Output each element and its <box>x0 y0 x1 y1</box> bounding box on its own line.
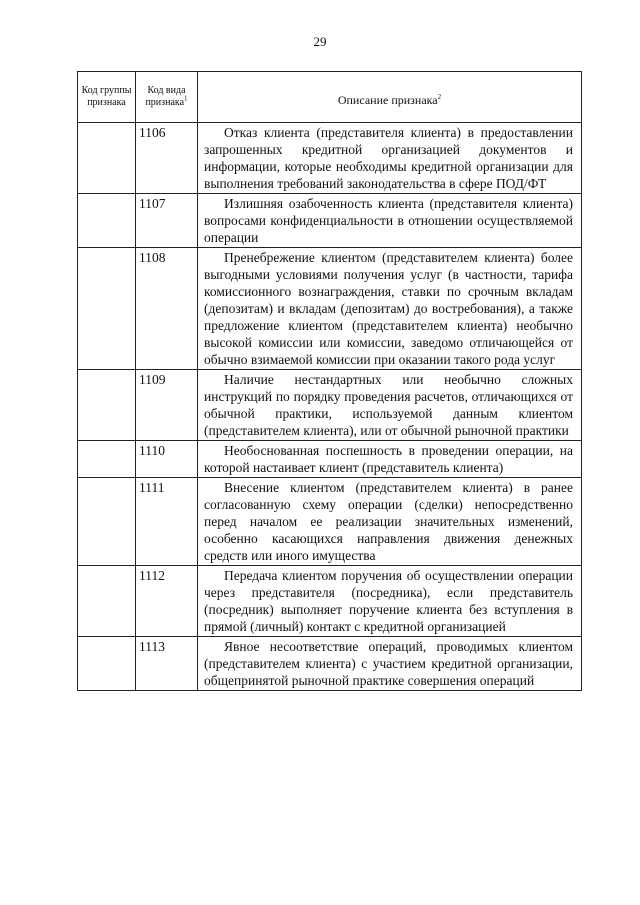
group-code-cell <box>78 370 136 441</box>
page-number: 29 <box>313 34 327 49</box>
indicators-table <box>77 71 582 691</box>
table-row <box>78 370 582 441</box>
table-row <box>78 248 582 370</box>
group-code-cell <box>78 248 136 370</box>
header-description: Описание признака$^2$ <box>198 72 582 123</box>
table-row <box>78 123 582 194</box>
type-code-cell: 1110 <box>136 441 198 478</box>
table-row <box>78 566 582 637</box>
description-cell: Наличие нестандартных или необычно сложных инструкций по порядку проведения расчетов, отличающихся от обычной практики, используемой данным клиентом (представителем клиента), или от обычной рыночной практики <box>198 370 582 441</box>
description-cell: Передача клиентом поручения об осуществлении операции через представителя (посредника), если представитель (посредник) выполняет поручение клиента без вступления в прямой (личный) контакт с кредитной организацией <box>198 566 582 637</box>
description-cell: Пренебрежение клиентом (представителем клиента) более выгодными условиями получения услуг (в частности, тарифа комиссионного вознаграждения, ставки по срочным вкладам (депозитам) и вкладам (депозитам) до востребования), а также предложение клиентом (представителем клиента) необычно высокой комиссии или комиссии, заведомо отличающейся от обычно взимаемой комиссии при оказании такого рода услуг <box>198 248 582 370</box>
header-group-code: Код группы признака <box>78 72 136 123</box>
group-code-cell <box>78 123 136 194</box>
type-code-cell: 1111 <box>136 478 198 566</box>
type-code-cell: 1107 <box>136 194 198 248</box>
type-code-cell: 1108 <box>136 248 198 370</box>
table-row <box>78 478 582 566</box>
description-cell: Излишняя озабоченность клиента (представителя клиента) вопросами конфиденциальности в отношении осуществляемой операции <box>198 194 582 248</box>
description-cell: Отказ клиента (представителя клиента) в предоставлении запрошенных кредитной организацией документов и информации, которые необходимы кредитной организации для выполнения требований законодательства в сфере ПОД/ФТ <box>198 123 582 194</box>
footnote-2: 2 <box>437 93 442 101</box>
description-cell: Внесение клиентом (представителем клиента) в ранее согласованную схему операции (сделки) непосредственно перед началом ее реализации значительных изменений, особенно касающихся направления движения денежных средств или иного имущества <box>198 478 582 566</box>
table-row <box>78 441 582 478</box>
type-code-cell: 1109 <box>136 370 198 441</box>
group-code-cell <box>78 566 136 637</box>
group-code-cell <box>78 478 136 566</box>
group-code-cell <box>78 194 136 248</box>
type-code-cell: 1106 <box>136 123 198 194</box>
table-row <box>78 637 582 691</box>
description-cell: Явное несоответствие операций, проводимых клиентом (представителем клиента) с участием кредитной организации, общепринятой рыночной практике совершения операций <box>198 637 582 691</box>
group-code-cell <box>78 637 136 691</box>
description-cell: Необоснованная поспешность в проведении операции, на которой настаивает клиент (представитель клиента) <box>198 441 582 478</box>
type-code-cell: 1112 <box>136 566 198 637</box>
table-header-row <box>78 72 582 123</box>
group-code-cell <box>78 441 136 478</box>
footnote-1: 1 <box>184 94 188 103</box>
table-row <box>78 194 582 248</box>
type-code-cell: 1113 <box>136 637 198 691</box>
header-type-code: Код вида признака$^1$ <box>136 72 198 123</box>
